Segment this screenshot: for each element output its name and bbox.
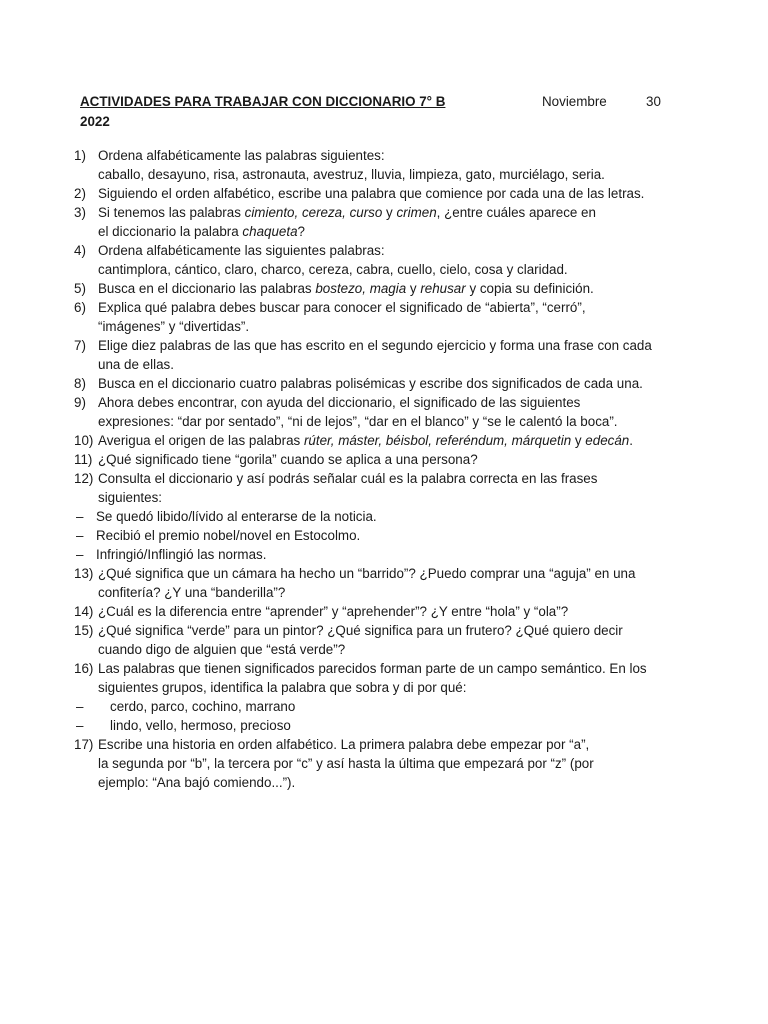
- list-item-5: 5) Busca en el diccionario las palabras bostezo, magia y rehusar y copia su definición.: [74, 281, 594, 296]
- document-header: [80, 92, 680, 129]
- list-item-17: 17) Escribe una historia en orden alfabético. La primera palabra debe empezar por “a”, la segunda por “b”, la tercera por “c” y así hasta la última que empezará por “z” (por ejemplo: “Ana bajó comiendo...”).: [74, 737, 594, 790]
- list-item-dash-4: – cerdo, parco, cochino, marrano: [76, 699, 296, 714]
- date-day: 30: [646, 94, 661, 109]
- list-item-3: 3) Si tenemos las palabras cimiento, cereza, curso y crimen, ¿entre cuáles aparece en el diccionario la palabra chaqueta?: [74, 205, 596, 239]
- date-year: 2022: [80, 114, 110, 129]
- list-item-dash-1: – Se quedó libido/lívido al enterarse de la noticia.: [76, 509, 377, 524]
- list-item-11: 11) ¿Qué significado tiene “gorila” cuando se aplica a una persona?: [74, 452, 478, 467]
- list-item-4: 4) Ordena alfabéticamente las siguientes palabras: cantimplora, cántico, claro, charco, cereza, cabra, cuello, cielo, cosa y claridad.: [74, 243, 568, 277]
- list-item-12: 12) Consulta el diccionario y así podrás señalar cuál es la palabra correcta en las frases siguientes:: [74, 471, 598, 505]
- activity-list: [74, 146, 674, 792]
- list-item-dash-3: – Infringió/Inflingió las normas.: [76, 547, 267, 562]
- list-item-6: 6) Explica qué palabra debes buscar para conocer el significado de “abierta”, “cerró”, “imágenes” y “divertidas”.: [74, 300, 586, 334]
- list-item-7: 7) Elige diez palabras de las que has escrito en el segundo ejercicio y forma una frase con cada una de ellas.: [74, 338, 652, 372]
- list-item-1: 1) Ordena alfabéticamente las palabras siguientes: caballo, desayuno, risa, astronauta, avestruz, lluvia, limpieza, gato, murciélago, seria.: [74, 148, 605, 182]
- list-item-dash-2: – Recibió el premio nobel/novel en Estocolmo.: [76, 528, 361, 543]
- document-title: ACTIVIDADES PARA TRABAJAR CON DICCIONARIO 7° B: [80, 94, 446, 109]
- list-item-10: 10) Averigua el origen de las palabras rúter, máster, béisbol, referéndum, márquetin y edecán.: [74, 433, 633, 448]
- list-item-15: 15) ¿Qué significa “verde” para un pintor? ¿Qué significa para un frutero? ¿Qué quiero decir cuando digo de alguien que “está verde”?: [74, 623, 623, 657]
- list-item-9: 9) Ahora debes encontrar, con ayuda del diccionario, el significado de las siguientes expresiones: “dar por sentado”, “ni de lejos”, “dar en el blanco” y “se le calentó la boca”.: [74, 395, 618, 429]
- date-month: Noviembre: [542, 94, 607, 109]
- list-item-dash-5: – lindo, vello, hermoso, precioso: [76, 718, 291, 733]
- list-item-2: 2) Siguiendo el orden alfabético, escribe una palabra que comience por cada una de las letras.: [74, 186, 645, 201]
- list-item-13: 13) ¿Qué significa que un cámara ha hecho un “barrido”? ¿Puedo comprar una “aguja” en una confitería? ¿Y una “banderilla”?: [74, 566, 636, 600]
- list-item-8: 8) Busca en el diccionario cuatro palabras polisémicas y escribe dos significados de cada una.: [74, 376, 643, 391]
- list-item-14: 14) ¿Cuál es la diferencia entre “aprender” y “aprehender”? ¿Y entre “hola” y “ola”?: [74, 604, 569, 619]
- list-item-16: 16) Las palabras que tienen significados parecidos forman parte de un campo semántico. En los siguientes grupos, identifica la palabra que sobra y di por qué:: [74, 661, 647, 695]
